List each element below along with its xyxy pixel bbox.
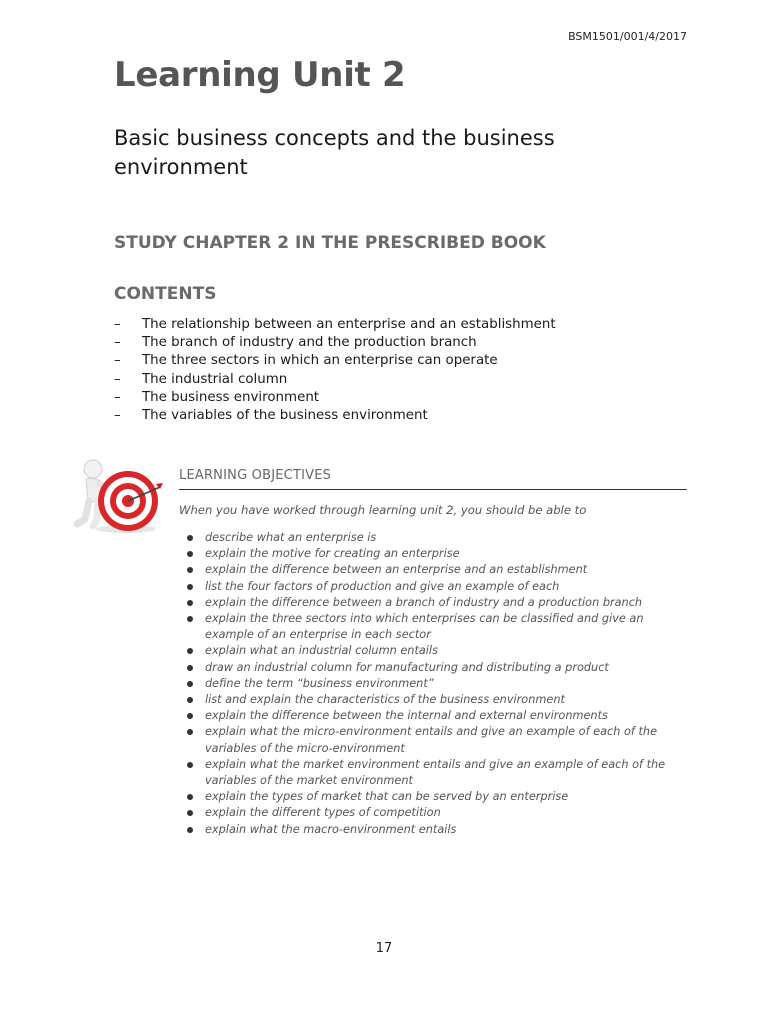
contents-heading: CONTENTS (114, 284, 217, 304)
objective-item: explain what an industrial column entails (187, 643, 687, 659)
contents-item: – The relationship between an enterprise and an establishment (114, 316, 556, 334)
bullet-dot (187, 697, 193, 703)
objective-item: explain the difference between a branch of industry and a production branch (187, 595, 687, 611)
bullet-dot (187, 535, 193, 541)
bullet-dot (187, 567, 193, 573)
bullet-dot (187, 584, 193, 590)
objective-item: draw an industrial column for manufacturing and distributing a product (187, 660, 687, 676)
bullet-dot (187, 810, 193, 816)
bullet-dot (187, 713, 193, 719)
dash-bullet: – (114, 407, 121, 423)
dash-bullet: – (114, 389, 121, 405)
page-number: 17 (375, 941, 393, 956)
objective-item: explain what the market environment entails and give an example of each of the variables of the market environment (187, 757, 687, 789)
objective-item: list and explain the characteristics of the business environment (187, 692, 687, 708)
objectives-list (187, 530, 687, 838)
bullet-dot (187, 794, 193, 800)
bullet-dot (187, 681, 193, 687)
dash-bullet: – (114, 371, 121, 387)
objective-item: explain the different types of competition (187, 805, 687, 821)
objective-item: describe what an enterprise is (187, 530, 687, 546)
objective-item: explain the types of market that can be served by an enterprise (187, 789, 687, 805)
document-code: BSM1501/001/4/2017 (568, 30, 687, 43)
objective-item: list the four factors of production and give an example of each (187, 579, 687, 595)
dash-bullet: – (114, 317, 121, 332)
contents-list (114, 316, 556, 425)
target-with-figure-icon (72, 457, 164, 535)
objectives-intro: When you have worked through learning unit 2, you should be able to (179, 503, 587, 517)
objective-item: explain the three sectors into which enterprises can be classified and give an example of an enterprise in each sector (187, 611, 687, 643)
study-instruction: STUDY CHAPTER 2 IN THE PRESCRIBED BOOK (114, 233, 546, 253)
contents-item: – The branch of industry and the production branch (114, 334, 556, 352)
bullet-dot (187, 616, 193, 622)
objectives-heading: LEARNING OBJECTIVES (179, 468, 332, 483)
objective-item: explain the difference between the internal and external environments (187, 708, 687, 724)
bullet-dot (187, 729, 193, 735)
objective-item: explain what the macro-environment entails (187, 822, 687, 838)
bullet-dot (187, 551, 193, 557)
objective-item: explain what the micro-environment entails and give an example of each of the variables of the micro-environment (187, 724, 687, 756)
objective-item: explain the difference between an enterprise and an establishment (187, 562, 687, 578)
bullet-dot (187, 827, 193, 833)
contents-item: – The three sectors in which an enterprise can operate (114, 352, 556, 370)
objectives-divider (179, 489, 687, 490)
unit-title: Learning Unit 2 (114, 55, 406, 95)
bullet-dot (187, 762, 193, 768)
bullet-dot (187, 665, 193, 671)
dash-bullet: – (114, 353, 121, 369)
objective-item: define the term “business environment” (187, 676, 687, 692)
objective-item: explain the motive for creating an enterprise (187, 546, 687, 562)
bullet-dot (187, 600, 193, 606)
contents-item: – The business environment (114, 389, 556, 407)
contents-item: – The variables of the business environment (114, 407, 556, 425)
dash-bullet: – (114, 335, 121, 351)
unit-subtitle: Basic business concepts and the business environment (114, 126, 555, 179)
contents-item: – The industrial column (114, 371, 556, 389)
bullet-dot (187, 648, 193, 654)
